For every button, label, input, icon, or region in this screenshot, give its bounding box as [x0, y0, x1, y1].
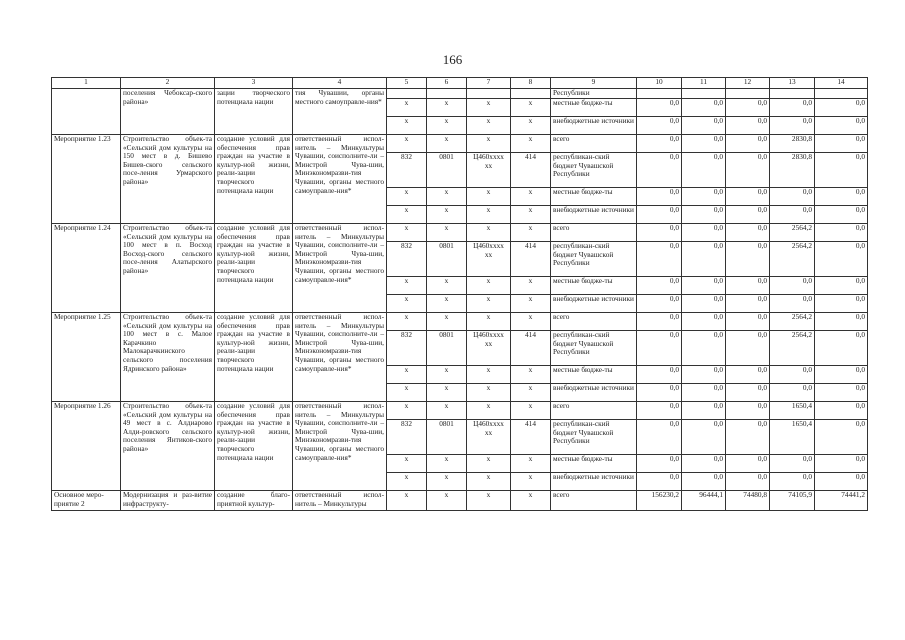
value-cell: 0,0	[682, 224, 726, 242]
value-cell: 0,0	[682, 455, 726, 473]
value-cell	[387, 89, 427, 99]
measure-goal-cell: создание условий для обеспечения прав граждан на участие в культур-ной жизни, реали-зации творческого потенциала нации	[215, 313, 293, 402]
value-cell: 0,0	[726, 188, 770, 206]
value-cell: x	[467, 402, 511, 420]
measure-executor-cell: тия Чувашии, органы местного самоуправле-ния*	[293, 89, 387, 135]
value-cell: 0,0	[815, 420, 868, 455]
header-cell: 2	[121, 78, 215, 89]
value-cell: x	[467, 473, 511, 491]
value-cell: x	[387, 277, 427, 295]
value-cell: 0,0	[682, 99, 726, 117]
value-cell: 0,0	[682, 384, 726, 402]
value-cell: 0,0	[637, 473, 682, 491]
header-cell: 7	[467, 78, 511, 89]
value-cell: x	[511, 117, 551, 135]
value-cell: x	[387, 224, 427, 242]
value-cell: 2564,2	[770, 242, 815, 277]
funding-source-cell: внебюджетные источники	[551, 473, 637, 491]
value-cell: 0,0	[682, 206, 726, 224]
value-cell: Ц460хххх хх	[467, 153, 511, 188]
value-cell: 0,0	[815, 331, 868, 366]
measure-name-cell: поселения Чебоксар-ского района»	[121, 89, 215, 135]
value-cell	[427, 89, 467, 99]
value-cell: x	[427, 366, 467, 384]
value-cell: x	[467, 491, 511, 511]
value-cell: 0,0	[726, 277, 770, 295]
value-cell: 414	[511, 331, 551, 366]
value-cell: x	[511, 295, 551, 313]
value-cell: 74441,2	[815, 491, 868, 511]
value-cell: x	[427, 135, 467, 153]
value-cell: 0,0	[815, 242, 868, 277]
value-cell: 0,0	[726, 117, 770, 135]
value-cell: 0,0	[637, 117, 682, 135]
table-row	[52, 89, 868, 99]
value-cell: 156230,2	[637, 491, 682, 511]
value-cell: 0,0	[815, 153, 868, 188]
value-cell: 0,0	[682, 331, 726, 366]
value-cell: 0,0	[726, 473, 770, 491]
table-row	[52, 224, 868, 242]
value-cell: x	[511, 135, 551, 153]
value-cell: 96444,1	[682, 491, 726, 511]
header-cell: 9	[551, 78, 637, 89]
value-cell: 0,0	[637, 402, 682, 420]
header-row	[52, 78, 868, 89]
funding-source-cell: республикан-ский бюджет Чувашской Республики	[551, 153, 637, 188]
measure-goal-cell: создание условий для обеспечения прав граждан на участие в культур-ной жизни, реали-зации творческого потенциала нации	[215, 224, 293, 313]
measure-name-cell: Строительство объек-та «Сельский дом культуры на 100 мест в п. Восход Восход-ского сельского посе-ления Алатырского района»	[121, 224, 215, 313]
value-cell: 0,0	[815, 384, 868, 402]
value-cell: x	[427, 491, 467, 511]
header-cell: 10	[637, 78, 682, 89]
value-cell: 2564,2	[770, 313, 815, 331]
value-cell: 414	[511, 153, 551, 188]
funding-source-cell: республикан-ский бюджет Чувашской Республики	[551, 331, 637, 366]
value-cell: x	[511, 224, 551, 242]
value-cell: 0801	[427, 420, 467, 455]
value-cell: 0,0	[637, 242, 682, 277]
value-cell: x	[387, 99, 427, 117]
value-cell: x	[427, 455, 467, 473]
value-cell: 0,0	[637, 224, 682, 242]
value-cell: x	[511, 384, 551, 402]
value-cell: 0,0	[815, 206, 868, 224]
value-cell: 0,0	[726, 153, 770, 188]
value-cell: 0,0	[815, 135, 868, 153]
value-cell: 0,0	[815, 99, 868, 117]
value-cell: x	[511, 455, 551, 473]
value-cell: x	[427, 188, 467, 206]
value-cell: 0,0	[637, 313, 682, 331]
funding-source-cell: внебюджетные источники	[551, 117, 637, 135]
value-cell: x	[511, 99, 551, 117]
measure-name-cell: Строительство объек-та «Сельский дом культуры на 150 мест в д. Бишево Бишев-ского сельского посе-ления Урмарского района»	[121, 135, 215, 224]
value-cell: x	[387, 117, 427, 135]
value-cell: 0,0	[770, 384, 815, 402]
value-cell: 0,0	[815, 402, 868, 420]
value-cell: 0,0	[815, 366, 868, 384]
measure-goal-cell: создание условий для обеспечения прав граждан на участие в культур-ной жизни, реали-зации творческого потенциала нации	[215, 135, 293, 224]
table-row	[52, 491, 868, 511]
value-cell: 832	[387, 242, 427, 277]
measure-id-cell: Мероприятие 1.23	[52, 135, 121, 224]
value-cell: 832	[387, 153, 427, 188]
value-cell: 0,0	[815, 188, 868, 206]
measure-name-cell: Строительство объек-та «Сельский дом культуры на 100 мест в с. Малое Карачкино Малокарачкинского сельского поселения Ядринского района»	[121, 313, 215, 402]
value-cell: 0,0	[726, 420, 770, 455]
funding-source-cell: местные бюдже-ты	[551, 188, 637, 206]
value-cell: 0,0	[637, 420, 682, 455]
value-cell: x	[387, 491, 427, 511]
value-cell: 0,0	[815, 473, 868, 491]
value-cell: x	[467, 206, 511, 224]
value-cell: 0,0	[637, 206, 682, 224]
value-cell: x	[427, 402, 467, 420]
value-cell: 414	[511, 420, 551, 455]
value-cell: 0,0	[726, 366, 770, 384]
value-cell: 0,0	[637, 153, 682, 188]
value-cell: 414	[511, 242, 551, 277]
value-cell: 0,0	[815, 277, 868, 295]
value-cell: 0,0	[726, 224, 770, 242]
page-number: 166	[442, 52, 463, 67]
value-cell: x	[427, 295, 467, 313]
value-cell: x	[387, 188, 427, 206]
funding-source-cell: местные бюдже-ты	[551, 277, 637, 295]
header-cell: 11	[682, 78, 726, 89]
value-cell: x	[387, 402, 427, 420]
value-cell: 0,0	[770, 295, 815, 313]
value-cell	[511, 89, 551, 99]
measure-executor-cell: ответственный испол-нитель – Минкультуры Чувашии, соисполните-ли – Минстрой Чува-шии, Минэкономразви-тия Чувашии, органы местного самоуправле-ния*	[293, 135, 387, 224]
value-cell: 74105,9	[770, 491, 815, 511]
value-cell: x	[427, 277, 467, 295]
value-cell: 0,0	[682, 117, 726, 135]
value-cell: 0,0	[770, 277, 815, 295]
value-cell: x	[427, 206, 467, 224]
value-cell: 0,0	[637, 99, 682, 117]
value-cell: 1650,4	[770, 420, 815, 455]
header-cell: 14	[815, 78, 868, 89]
value-cell: 0,0	[637, 366, 682, 384]
value-cell: 0,0	[726, 99, 770, 117]
measure-executor-cell: ответственный испол-нитель – Минкультуры	[293, 491, 387, 511]
value-cell: 0,0	[726, 402, 770, 420]
value-cell: 0,0	[770, 455, 815, 473]
measure-goal-cell: создание условий для обеспечения прав граждан на участие в культур-ной жизни, реали-зации творческого потенциала нации	[215, 402, 293, 491]
value-cell: 0,0	[726, 242, 770, 277]
value-cell: x	[467, 224, 511, 242]
value-cell: 0801	[427, 242, 467, 277]
value-cell: Ц460хххх хх	[467, 242, 511, 277]
value-cell: 0,0	[682, 420, 726, 455]
measure-goal-cell: создание благо-приятной культур-	[215, 491, 293, 511]
value-cell: x	[467, 366, 511, 384]
value-cell	[726, 89, 770, 99]
value-cell: 0,0	[770, 206, 815, 224]
value-cell: 0,0	[637, 295, 682, 313]
value-cell: x	[387, 135, 427, 153]
value-cell: 0,0	[682, 277, 726, 295]
funding-source-cell: внебюджетные источники	[551, 295, 637, 313]
value-cell: x	[387, 295, 427, 313]
funding-source-cell: Республики	[551, 89, 637, 99]
value-cell: x	[467, 117, 511, 135]
header-cell: 6	[427, 78, 467, 89]
value-cell: x	[511, 206, 551, 224]
value-cell: x	[427, 473, 467, 491]
value-cell: 0801	[427, 153, 467, 188]
value-cell: 2830,8	[770, 153, 815, 188]
value-cell: 0,0	[637, 188, 682, 206]
value-cell	[815, 89, 868, 99]
value-cell	[682, 89, 726, 99]
value-cell: x	[427, 99, 467, 117]
value-cell: 0,0	[770, 99, 815, 117]
header-cell: 3	[215, 78, 293, 89]
measure-name-cell: Строительство объек-та «Сельский дом культуры на 49 мест в с. Алдиарово Алди-ровского сельского поселения Янтиков-ского района»	[121, 402, 215, 491]
value-cell: Ц460хххх хх	[467, 420, 511, 455]
value-cell: 0,0	[637, 277, 682, 295]
value-cell: 0,0	[815, 117, 868, 135]
value-cell: x	[387, 384, 427, 402]
header-cell: 8	[511, 78, 551, 89]
value-cell: 0,0	[637, 455, 682, 473]
value-cell: 0,0	[682, 402, 726, 420]
value-cell: 0,0	[682, 313, 726, 331]
value-cell: x	[467, 313, 511, 331]
value-cell: 0,0	[770, 366, 815, 384]
value-cell: x	[511, 366, 551, 384]
value-cell: 832	[387, 420, 427, 455]
value-cell: 0801	[427, 331, 467, 366]
value-cell: x	[427, 117, 467, 135]
value-cell: x	[511, 491, 551, 511]
budget-table	[51, 77, 868, 511]
table-row	[52, 402, 868, 420]
value-cell: 0,0	[682, 295, 726, 313]
value-cell: x	[467, 384, 511, 402]
header-cell: 1	[52, 78, 121, 89]
header-cell: 4	[293, 78, 387, 89]
measure-executor-cell: ответственный испол-нитель – Минкультуры Чувашии, соисполните-ли – Минстрой Чува-шии, Минэкономразви-тия Чувашии, органы местного самоуправле-ния*	[293, 402, 387, 491]
header-cell: 12	[726, 78, 770, 89]
value-cell: 0,0	[637, 384, 682, 402]
measure-id-cell: Основное меро-приятие 2	[52, 491, 121, 511]
value-cell: x	[511, 277, 551, 295]
funding-source-cell: местные бюдже-ты	[551, 455, 637, 473]
value-cell: 0,0	[770, 188, 815, 206]
table-row	[52, 313, 868, 331]
funding-source-cell: внебюджетные источники	[551, 384, 637, 402]
funding-source-cell: всего	[551, 313, 637, 331]
value-cell: x	[467, 99, 511, 117]
value-cell: 0,0	[726, 455, 770, 473]
header-cell: 13	[770, 78, 815, 89]
value-cell	[770, 89, 815, 99]
value-cell: x	[387, 206, 427, 224]
value-cell: x	[467, 455, 511, 473]
funding-source-cell: местные бюдже-ты	[551, 99, 637, 117]
funding-source-cell: всего	[551, 491, 637, 511]
measure-executor-cell: ответственный испол-нитель – Минкультуры Чувашии, соисполните-ли – Минстрой Чува-шии, Минэкономразви-тия Чувашии, органы местного самоуправле-ния*	[293, 224, 387, 313]
value-cell: 0,0	[726, 206, 770, 224]
value-cell: x	[387, 473, 427, 491]
value-cell: 832	[387, 331, 427, 366]
value-cell: 0,0	[682, 473, 726, 491]
value-cell: 2830,8	[770, 135, 815, 153]
value-cell: x	[427, 313, 467, 331]
value-cell: 0,0	[815, 455, 868, 473]
value-cell: 2564,2	[770, 331, 815, 366]
measure-name-cell: Модернизация и раз-витие инфраструкту-	[121, 491, 215, 511]
value-cell: 0,0	[682, 153, 726, 188]
value-cell: 0,0	[726, 331, 770, 366]
funding-source-cell: внебюджетные источники	[551, 206, 637, 224]
value-cell: 74480,8	[726, 491, 770, 511]
value-cell: x	[467, 188, 511, 206]
value-cell	[467, 89, 511, 99]
value-cell: x	[387, 313, 427, 331]
value-cell	[637, 89, 682, 99]
value-cell: 0,0	[682, 366, 726, 384]
value-cell: Ц460хххх хх	[467, 331, 511, 366]
value-cell: 0,0	[637, 331, 682, 366]
funding-source-cell: местные бюдже-ты	[551, 366, 637, 384]
value-cell: 0,0	[682, 135, 726, 153]
value-cell: x	[467, 135, 511, 153]
value-cell: 0,0	[815, 295, 868, 313]
funding-source-cell: всего	[551, 402, 637, 420]
value-cell: x	[511, 473, 551, 491]
value-cell: 0,0	[815, 313, 868, 331]
value-cell: 0,0	[726, 384, 770, 402]
measure-id-cell: Мероприятие 1.26	[52, 402, 121, 491]
value-cell: x	[511, 402, 551, 420]
value-cell: 0,0	[682, 188, 726, 206]
value-cell: 0,0	[815, 224, 868, 242]
value-cell: x	[387, 455, 427, 473]
funding-source-cell: всего	[551, 224, 637, 242]
value-cell: x	[387, 366, 427, 384]
value-cell: x	[467, 295, 511, 313]
value-cell: x	[511, 188, 551, 206]
value-cell: 2564,2	[770, 224, 815, 242]
table-row	[52, 135, 868, 153]
value-cell: 0,0	[770, 473, 815, 491]
funding-source-cell: республикан-ский бюджет Чувашской Республики	[551, 242, 637, 277]
value-cell: 0,0	[770, 117, 815, 135]
value-cell: 0,0	[726, 135, 770, 153]
value-cell: 0,0	[726, 313, 770, 331]
value-cell: x	[467, 277, 511, 295]
value-cell: x	[511, 313, 551, 331]
value-cell: 1650,4	[770, 402, 815, 420]
measure-goal-cell: зации творческого потенциала нации	[215, 89, 293, 135]
measure-id-cell: Мероприятие 1.25	[52, 313, 121, 402]
measure-id-cell: Мероприятие 1.24	[52, 224, 121, 313]
header-cell: 5	[387, 78, 427, 89]
measure-id-cell	[52, 89, 121, 135]
value-cell: 0,0	[726, 295, 770, 313]
value-cell: x	[427, 384, 467, 402]
value-cell: 0,0	[682, 242, 726, 277]
value-cell: 0,0	[637, 135, 682, 153]
value-cell: x	[427, 224, 467, 242]
measure-executor-cell: ответственный испол-нитель – Минкультуры Чувашии, соисполните-ли – Минстрой Чува-шии, Минэкономразви-тия Чувашии, органы местного самоуправле-ния*	[293, 313, 387, 402]
funding-source-cell: всего	[551, 135, 637, 153]
funding-source-cell: республикан-ский бюджет Чувашской Республики	[551, 420, 637, 455]
